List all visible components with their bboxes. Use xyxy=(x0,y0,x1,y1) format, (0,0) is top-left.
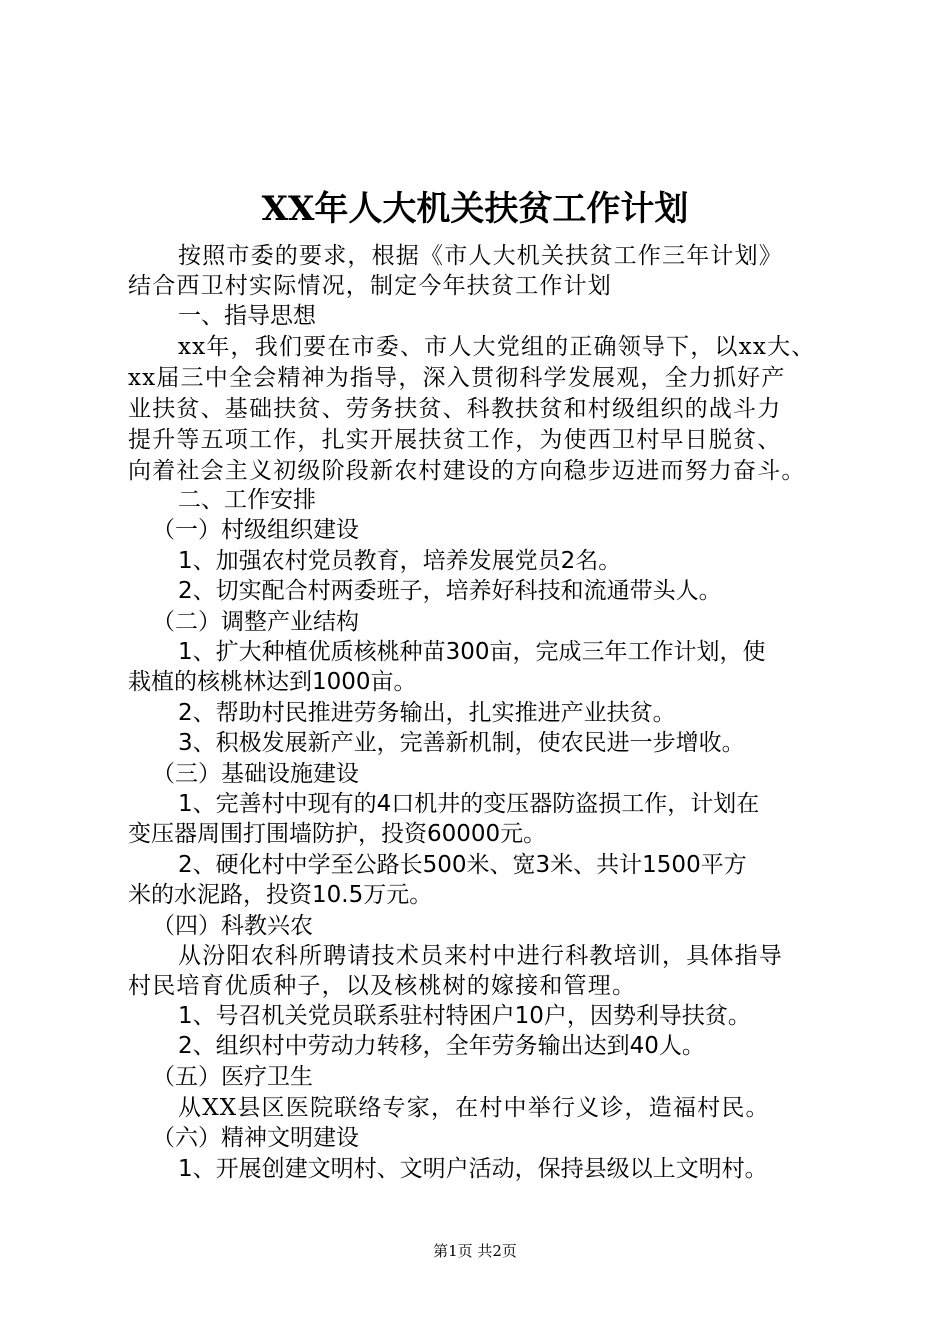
guiding-paragraph-line-1: xx年，我们要在市委、市人大党组的正确领导下，以xx大、 xyxy=(178,334,816,360)
subsection-heading-5: （五）医疗卫生 xyxy=(152,1064,313,1090)
subsection-heading-4: （四）科教兴农 xyxy=(152,913,313,939)
list-item: 3、积极发展新产业，完善新机制，使农民进一步增收。 xyxy=(178,730,745,756)
list-item: 2、切实配合村两委班子，培养好科技和流通带头人。 xyxy=(178,578,722,604)
list-item: 1、完善村中现有的4口机井的变压器防盗损工作，计划在 xyxy=(178,791,760,817)
guiding-paragraph-line-2: xx届三中全会精神为指导，深入贯彻科学发展观，全力抓好产 xyxy=(128,365,786,391)
science-paragraph-line-2: 村民培育优质种子，以及核桃树的嫁接和管理。 xyxy=(128,973,637,999)
subsection-heading-3: （三）基础设施建设 xyxy=(152,761,359,787)
intro-paragraph-line-1: 按照市委的要求，根据《市人大机关扶贫工作三年计划》 xyxy=(178,243,783,269)
list-item: 2、组织村中劳动力转移，全年劳务输出达到40人。 xyxy=(178,1033,705,1059)
section-heading-work-arrangement: 二、工作安排 xyxy=(178,487,316,513)
list-item-continuation: 栽植的核桃林达到1000亩。 xyxy=(128,669,417,695)
science-paragraph-line-1: 从汾阳农科所聘请技术员来村中进行科教培训，具体指导 xyxy=(178,943,783,969)
list-item: 1、加强农村党员教育，培养发展党员2名。 xyxy=(178,548,622,574)
page-footer: 第1页 共2页 xyxy=(433,1242,517,1260)
list-item: 1、号召机关党员联系驻村特困户10户，因势利导扶贫。 xyxy=(178,1003,751,1029)
subsection-heading-1: （一）村级组织建设 xyxy=(152,517,359,543)
document-title: XX年人大机关扶贫工作计划 xyxy=(261,189,689,229)
section-heading-guiding-thought: 一、指导思想 xyxy=(178,303,316,329)
intro-paragraph-line-2: 结合西卫村实际情况，制定今年扶贫工作计划 xyxy=(128,273,612,299)
list-item-continuation: 变压器周围打围墙防护，投资60000元。 xyxy=(128,821,547,847)
subsection-heading-6: （六）精神文明建设 xyxy=(152,1125,359,1151)
guiding-paragraph-line-3: 业扶贫、基础扶贫、劳务扶贫、科教扶贫和村级组织的战斗力 xyxy=(128,396,782,422)
subsection-heading-2: （二）调整产业结构 xyxy=(152,609,359,635)
guiding-paragraph-line-4: 提升等五项工作，扎实开展扶贫工作，为使西卫村早日脱贫、 xyxy=(128,427,782,453)
list-item: 2、帮助村民推进劳务输出，扎实推进产业扶贫。 xyxy=(178,700,676,726)
medical-paragraph: 从XX县区医院联络专家，在村中举行义诊，造福村民。 xyxy=(178,1095,770,1121)
list-item: 1、开展创建文明村、文明户活动，保持县级以上文明村。 xyxy=(178,1156,768,1182)
list-item: 1、扩大种植优质核桃种苗300亩，完成三年工作计划，使 xyxy=(178,639,766,665)
guiding-paragraph-line-5: 向着社会主义初级阶段新农村建设的方向稳步迈进而努力奋斗。 xyxy=(128,458,806,484)
list-item-continuation: 米的水泥路，投资10.5万元。 xyxy=(128,882,433,908)
list-item: 2、硬化村中学至公路长500米、宽3米、共计1500平方 xyxy=(178,852,747,878)
